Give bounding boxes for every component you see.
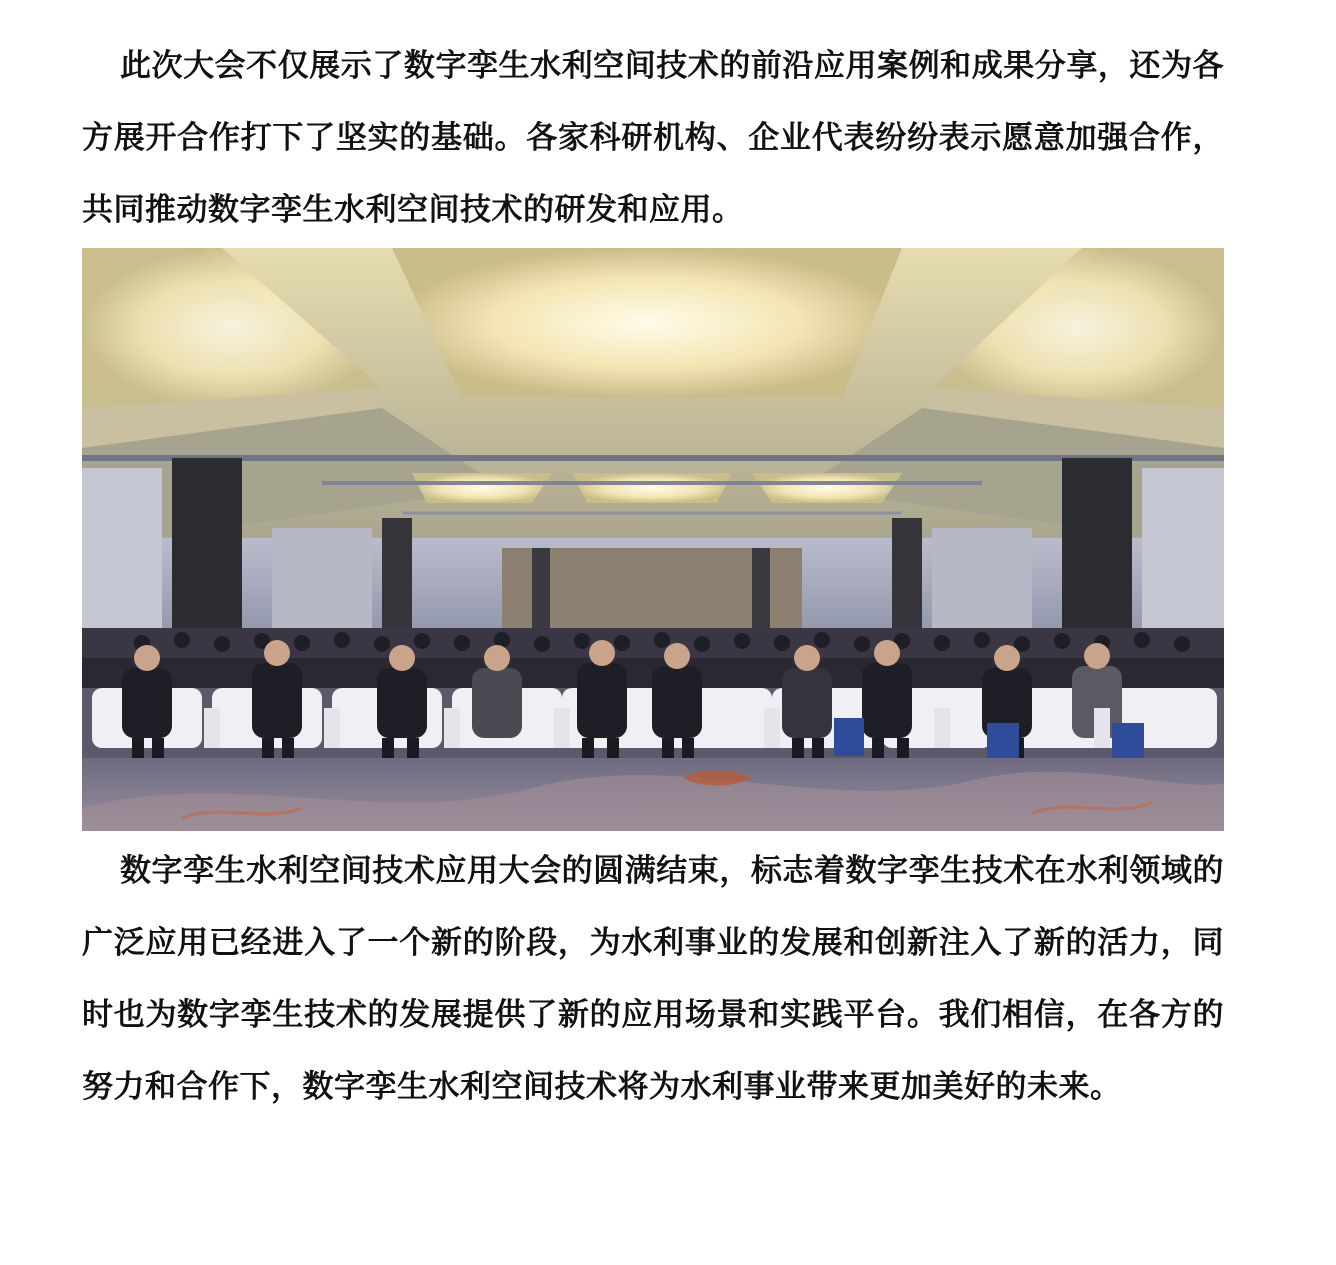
paragraph-conclusion: 数字孪生水利空间技术应用大会的圆满结束，标志着数字孪生技术在水利领域的广泛应用已经进入了一个新的阶段，为水利事业的发展和创新注入了新的活力，同时也为数字孪生技术的发展提供了新的应用场景和实践平台。我们相信，在各方的努力和合作下，数字孪生水利空间技术将为水利事业带来更加美好的未来。: [82, 853, 1224, 1105]
paragraph-intro: 此次大会不仅展示了数字孪生水利空间技术的前沿应用案例和成果分享，还为各方展开合作打下了坚实的基础。各家科研机构、企业代表纷纷表示愿意加强合作，共同推动数字孪生水利空间技术的研发和应用。: [82, 48, 1224, 228]
conference-hall-photo: [82, 248, 1224, 831]
